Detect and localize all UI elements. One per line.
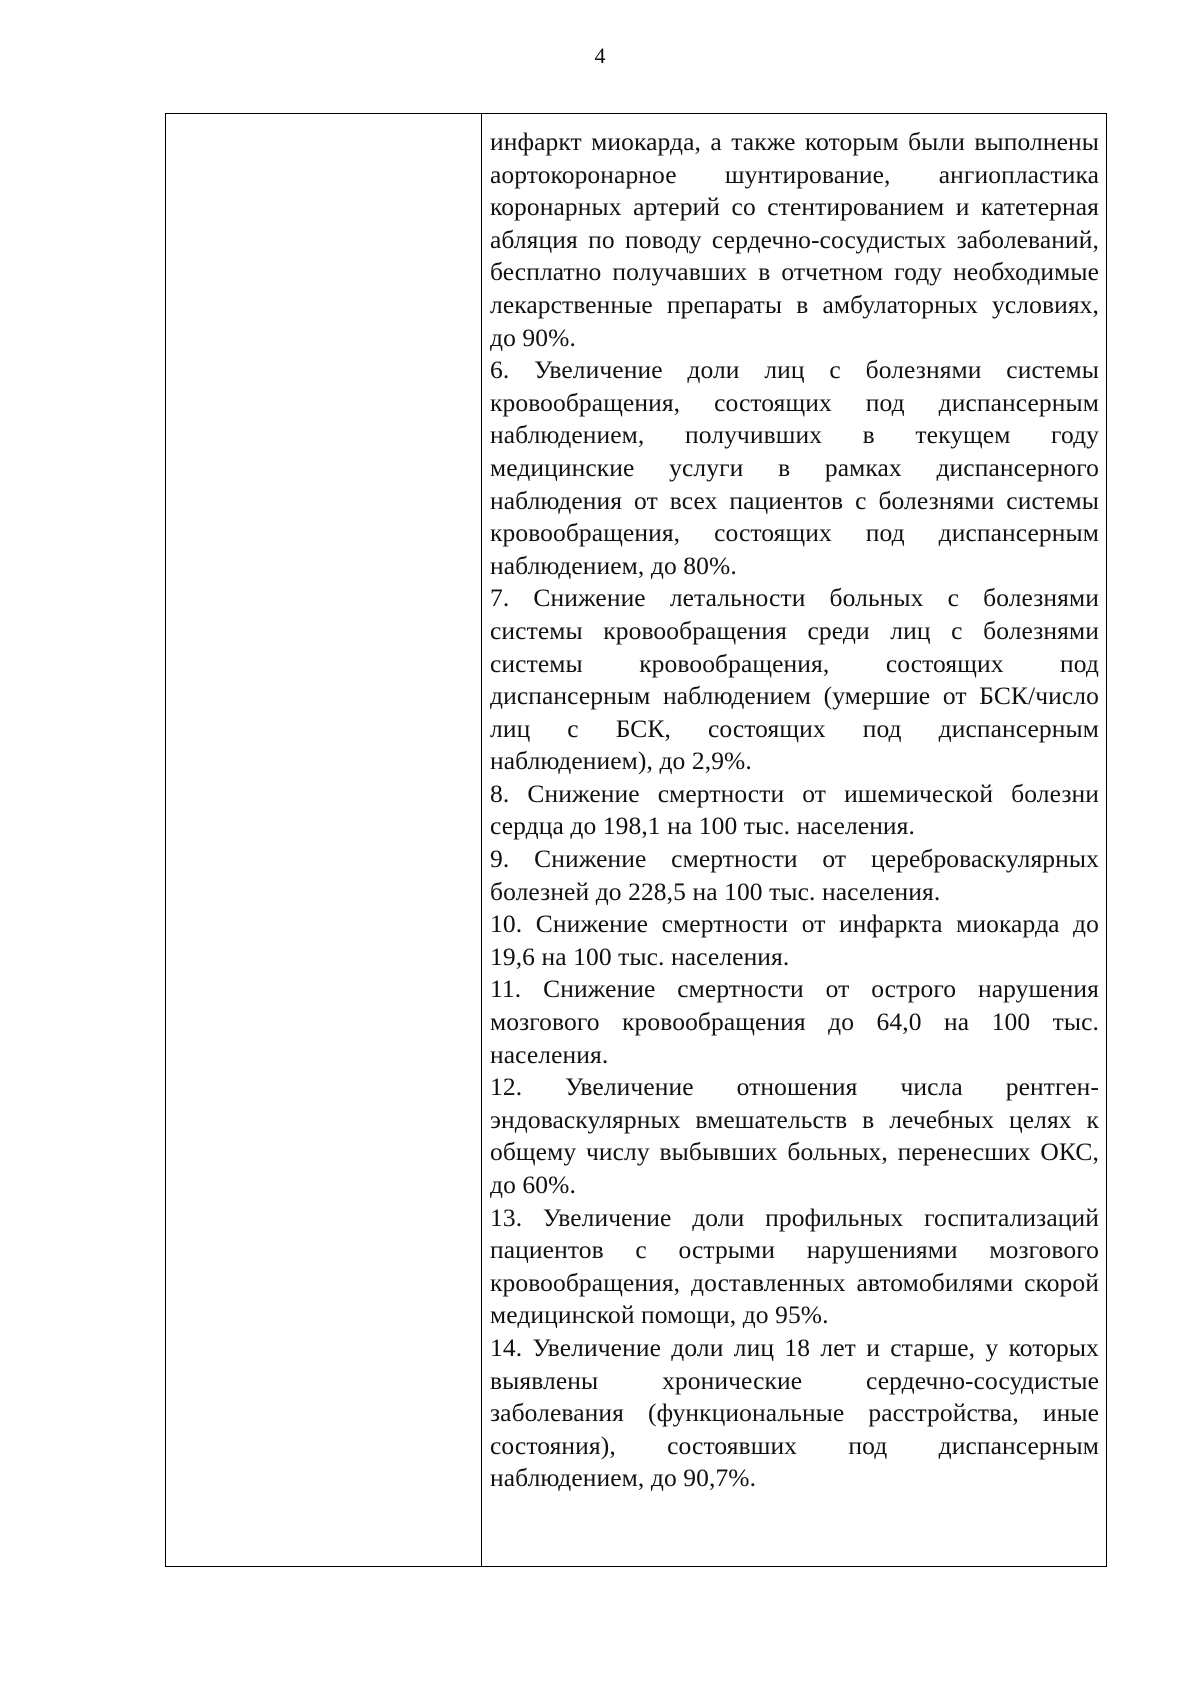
page-number: 4 bbox=[594, 43, 606, 68]
paragraph-item-8: 8. Снижение смертности от ишемической болезни сердца до 198,1 на 100 тыс. населения. bbox=[490, 778, 1099, 841]
paragraph-item-12: 12. Увеличение отношения числа рентген-эндоваскулярных вмешательств в лечебных целях к общему числу выбывших больных, перенесших ОКС, до 60%. bbox=[490, 1072, 1099, 1199]
paragraph-item-10: 10. Снижение смертности от инфаркта миокарда до 19,6 на 100 тыс. населения. bbox=[490, 909, 1099, 971]
paragraph-item-6: 6. Увеличение доли лиц с болезнями системы кровообращения, состоящих под диспансерным наблюдением, получивших в текущем году медицинские услуги в рамках диспансерного наблюдения от всех пациентов с болезнями системы кровообращения, состоящих под диспансерным наблюдением, до 80%. bbox=[490, 355, 1099, 580]
paragraph-item-14: 14. Увеличение доли лиц 18 лет и старше, у которых выявлены хронические сердечно-сосудистые заболевания (функциональные расстройства, иные состояния), состоявших под диспансерным наблюдением, до 90,7%. bbox=[490, 1332, 1099, 1493]
paragraph-continuation: инфаркт миокарда, а также которым были выполнены аортокоронарное шунтирование, ангиопластика коронарных артерий со стентированием и катетерная абляция по поводу сердечно-сосудистых заболеваний, бесплатно получавших в отчетном году необходимые лекарственные препараты в амбулаторных условиях, до 90%. bbox=[490, 127, 1099, 352]
table-left-cell bbox=[166, 114, 482, 1566]
paragraph-item-9: 9. Снижение смертности от цереброваскулярных болезней до 228,5 на 100 тыс. населения. bbox=[490, 844, 1099, 906]
table-right-cell bbox=[482, 114, 1106, 1566]
paragraph-item-13: 13. Увеличение доли профильных госпитализаций пациентов с острыми нарушениями мозгового кровообращения, доставленных автомобилями скорой медицинской помощи, до 95%. bbox=[490, 1202, 1099, 1330]
paragraph-item-11: 11. Снижение смертности от острого нарушения мозгового кровообращения до 64,0 на 100 тыс. населения. bbox=[490, 974, 1099, 1069]
paragraph-item-7: 7. Снижение летальности больных с болезнями системы кровообращения среди лиц с болезнями системы кровообращения, состоящих под диспансерным наблюдением (умершие от БСК/число лиц с БСК, состоящих под диспансерным наблюдением), до 2,9%. bbox=[490, 583, 1099, 776]
document-table bbox=[165, 113, 1107, 1567]
